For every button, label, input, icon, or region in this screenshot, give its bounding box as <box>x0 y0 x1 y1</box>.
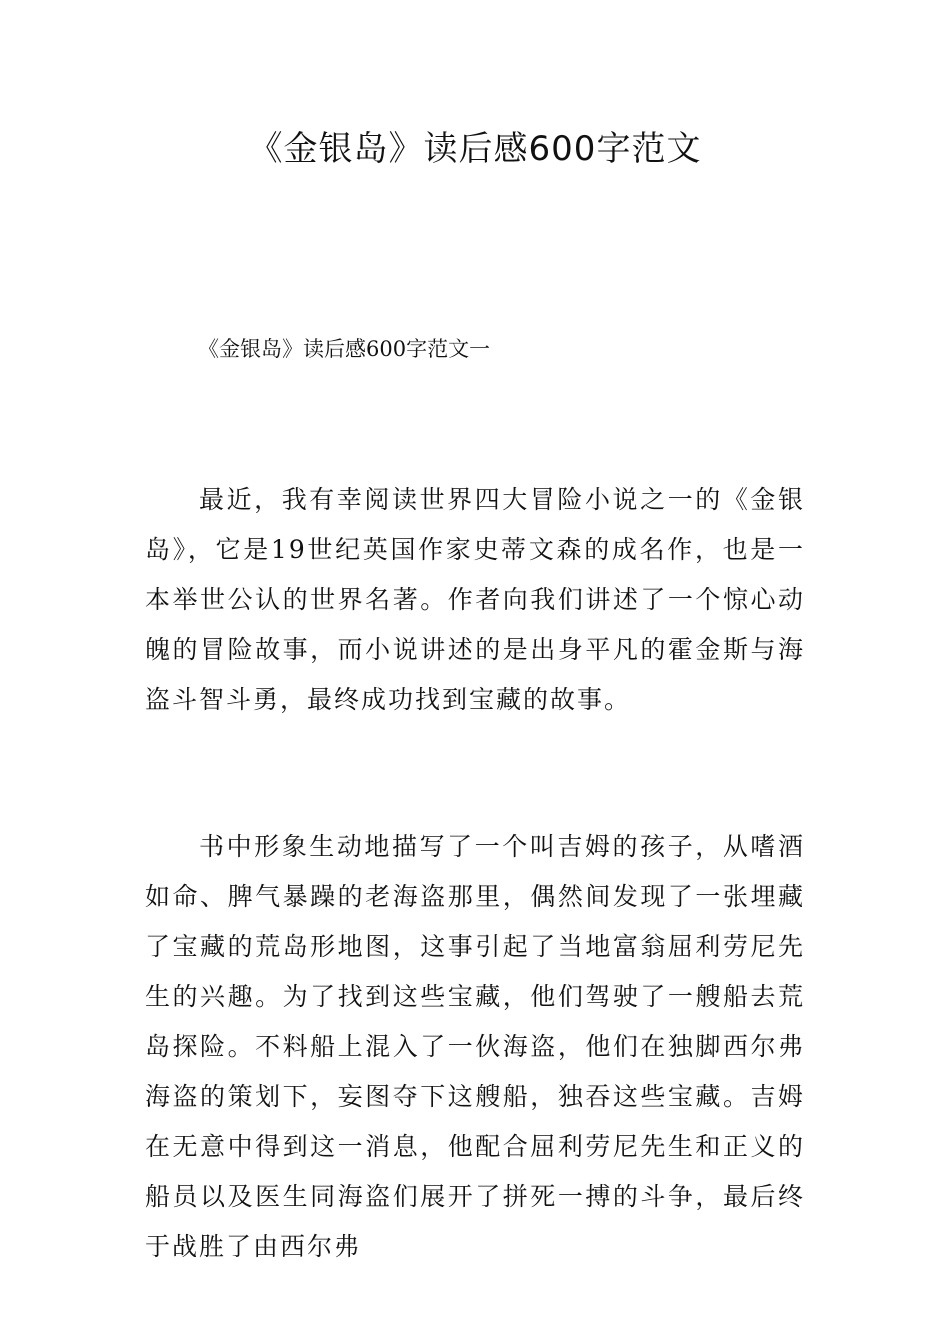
document-title: 《金银岛》读后感600字范文 <box>248 129 702 169</box>
body-paragraph-2: 书中形象生动地描写了一个叫吉姆的孩子，从嗜酒如命、脾气暴躁的老海盗那里，偶然间发现了一张埋藏了宝藏的荒岛形地图，这事引起了当地富翁屈利劳尼先生的兴趣。为了找到这些宝藏，他们驾驶了一艘船去荒岛探险。不料船上混入了一伙海盗，他们在独脚西尔弗海盗的策划下，妄图夺下这艘船，独吞这些宝藏。吉姆在无意中得到这一消息，他配合屈利劳尼先生和正义的船员以及医生同海盗们展开了拼死一搏的斗争，最后终于战胜了由西尔弗 <box>145 832 805 1261</box>
body-paragraph-1: 最近，我有幸阅读世界四大冒险小说之一的《金银岛》，它是19世纪英国作家史蒂文森的成名作，也是一本举世公认的世界名著。作者向我们讲述了一个惊心动魄的冒险故事，而小说讲述的是出身平凡的霍金斯与海盗斗智斗勇，最终成功找到宝藏的故事。 <box>145 485 805 714</box>
section-heading: 《金银岛》读后感600字范文一 <box>198 337 491 361</box>
